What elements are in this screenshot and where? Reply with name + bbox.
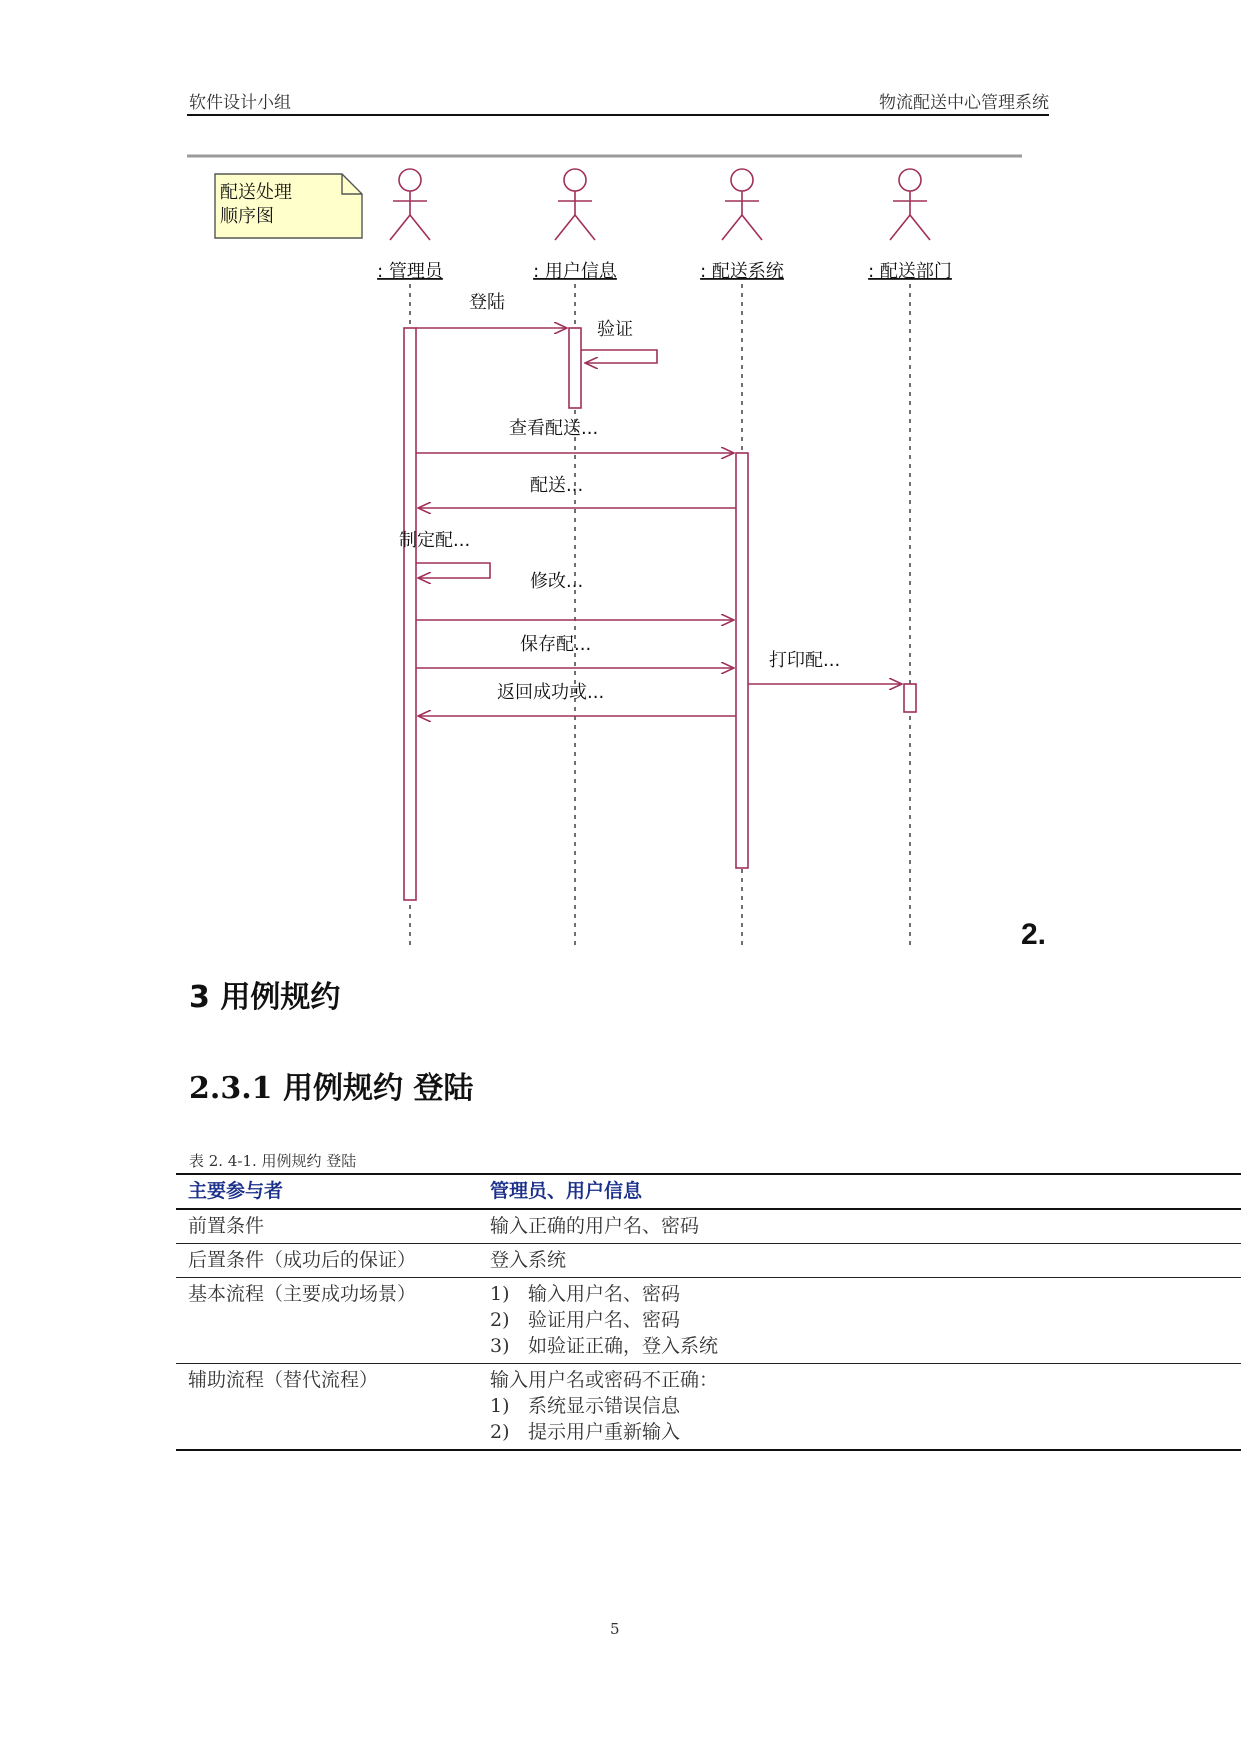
msg-login: 登陆 [469,292,505,313]
table-row [176,1209,1241,1244]
list-number: 2) [490,1309,510,1331]
list-text: 如验证正确，登入系统 [528,1335,719,1357]
table-row [176,1364,1241,1451]
row-value-line [490,1333,1241,1359]
row-label: 基本流程（主要成功场景） [176,1278,478,1364]
note-line-1: 配送处理 [220,182,292,203]
lifeline-label: : 管理员 [377,261,443,282]
page-number: 5 [610,1620,620,1638]
row-value-line [490,1213,1241,1239]
use-case-table [176,1173,1241,1451]
list-text: 验证用户名、密码 [528,1309,681,1331]
row-value-line [490,1307,1241,1333]
table-header-row [176,1174,1241,1209]
list-number: 3) [490,1335,510,1357]
subsection-heading: 2.3.1 用例规约 登陆 [189,1071,474,1106]
lifeline-label: : 配送系统 [700,261,784,282]
row-value [478,1278,1241,1364]
msg-verify: 验证 [597,319,633,340]
sequence-diagram [187,150,1027,950]
list-text: 登入系统 [490,1249,567,1271]
msg-result: 返回成功或... [497,682,605,703]
msg-make: 制定配... [399,530,471,551]
activation-delivery-dept [904,684,916,712]
row-value [478,1244,1241,1278]
list-text: 提示用户重新输入 [528,1421,681,1443]
header-left: 软件设计小组 [189,93,291,113]
msg-save: 保存配... [520,634,592,655]
lifeline-label: : 用户信息 [533,261,617,282]
list-text: 输入用户名或密码不正确： [490,1369,719,1391]
row-value-line [490,1281,1241,1307]
activation-user-info [569,328,581,408]
header-cell-actors-value: 管理员、用户信息 [478,1174,1241,1209]
list-text: 输入正确的用户名、密码 [490,1215,700,1237]
list-number: 1) [490,1395,510,1417]
note-box [215,174,362,238]
header-right: 物流配送中心管理系统 [879,93,1049,113]
list-text: 系统显示错误信息 [528,1395,681,1417]
table-caption: 表 2. 4-1. 用例规约 登陆 [189,1152,357,1170]
activation-manager [404,328,416,900]
msg-make-arrow [416,563,490,578]
msg-view: 查看配送... [509,418,599,439]
corner-number: 2. [1021,918,1047,951]
row-value-line [490,1247,1241,1273]
list-number: 2) [490,1421,510,1443]
list-text: 输入用户名、密码 [528,1283,681,1305]
row-label: 辅助流程（替代流程） [176,1364,478,1451]
msg-verify-arrow [581,350,657,363]
lifeline-label: : 配送部门 [868,261,952,282]
row-value [478,1209,1241,1244]
actor-1 [533,169,618,945]
actor-3 [868,169,952,945]
row-label: 后置条件（成功后的保证） [176,1244,478,1278]
activation-delivery-system [736,453,748,868]
list-number: 1) [490,1283,510,1305]
msg-deliver: 配送... [530,475,584,496]
row-value-line [490,1393,1241,1419]
table-row [176,1278,1241,1364]
header-rule [187,114,1049,116]
note-line-2: 顺序图 [220,206,274,227]
section-heading: 3 用例规约 [189,980,341,1015]
msg-modify: 修改... [530,571,584,592]
header-cell-actor: 主要参与者 [176,1174,478,1209]
row-value-line [490,1367,1241,1393]
row-value-line [490,1419,1241,1445]
msg-print: 打印配... [769,650,841,671]
table-row [176,1244,1241,1278]
row-label: 前置条件 [176,1209,478,1244]
row-value [478,1364,1241,1451]
